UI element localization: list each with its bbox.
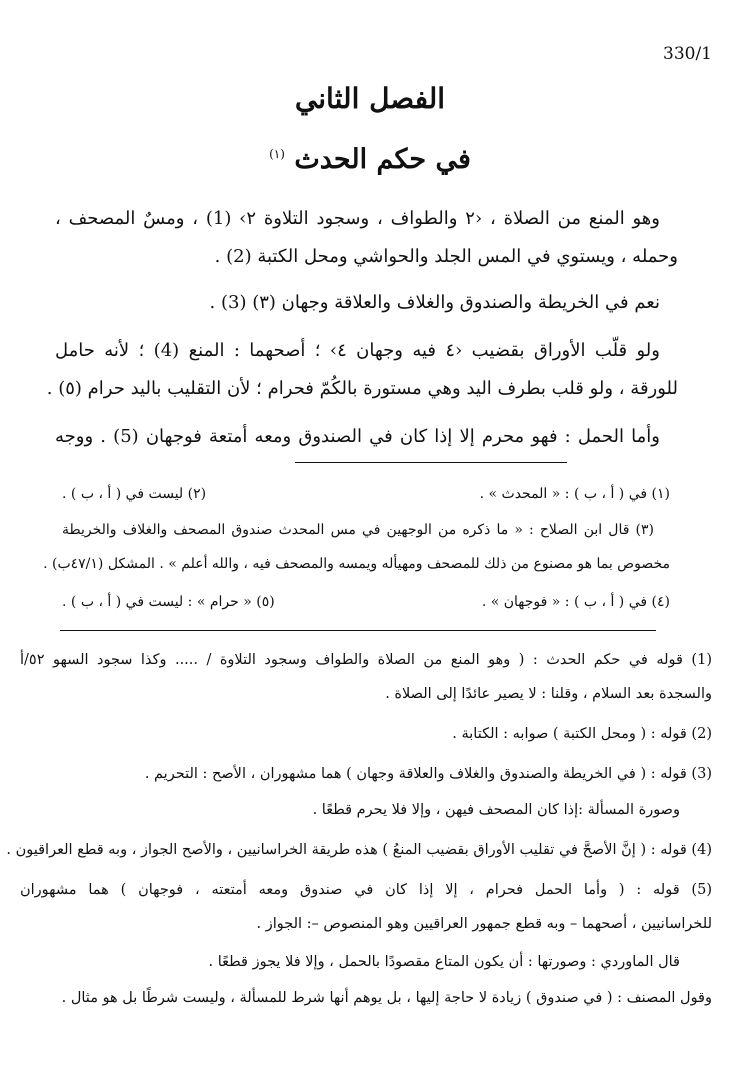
main-text-line: وأما الحمل : فهو محرم إلا إذا كان في الصندوق ومعه أمتعة فوجهان (5) . ووجه bbox=[55, 426, 660, 447]
chapter-title: الفصل الثاني bbox=[294, 82, 446, 115]
editor-footnote: مخصوص بما هو مصنوع من ذلك للمصحف ومهيأله ويمسه والمصحف فيه ، والله أعلم » . المشكل (٤٧/١ب) . bbox=[43, 556, 670, 572]
editor-footnote: (٥) « حرام » : ليست في ( أ ، ب ) . bbox=[62, 594, 275, 610]
chapter-subtitle-text: في حكم الحدث bbox=[294, 144, 471, 175]
editor-footnote-row bbox=[62, 486, 670, 502]
commentary-line: (1) قوله في حكم الحدث : ( وهو المنع من الصلاة والطواف وسجود التلاوة / ..... وكذا سجود السهو ٥٢/أ bbox=[20, 652, 712, 668]
main-text-line: للورقة ، ولو قلب بطرف اليد وهي مستورة بالكُمّ فحرام ؛ لأن التقليب باليد حرام (٥) . bbox=[46, 378, 678, 399]
editor-footnote: (١) في ( أ ، ب ) : « المحدث » . bbox=[479, 486, 670, 502]
commentary-line: (5) قوله : ( وأما الحمل فحرام ، إلا إذا كان في صندوق ومعه أمتعته ، فوجهان ) هما مشهوران bbox=[20, 882, 712, 898]
commentary-line: والسجدة بعد السلام ، وقلنا : لا يصير عائدًا إلى الصلاة . bbox=[385, 686, 712, 702]
commentary-line: وقول المصنف : ( في صندوق ) زيادة لا حاجة إليها ، بل يوهم أنها شرط للمسألة ، وليست شرطًا بل هو مثال . bbox=[61, 990, 712, 1006]
commentary-line: (3) قوله : ( في الخريطة والصندوق والغلاف والعلاقة وجهان ) هما مشهوران ، الأصح : التحريم . bbox=[144, 766, 712, 782]
editor-footnote: (٣) قال ابن الصلاح : « ما ذكره من الوجهين في مس المحدث صندوق المصحف والغلاف والخريطة bbox=[62, 522, 654, 538]
footnote-divider bbox=[60, 630, 656, 631]
main-text-line: وحمله ، ويستوي في المس الجلد والحواشي ومحل الكتبة (2) . bbox=[214, 246, 678, 267]
main-text-line: نعم في الخريطة والصندوق والغلاف والعلاقة وجهان (٣) (3) . bbox=[209, 292, 660, 313]
page-number: 330/1 bbox=[663, 44, 712, 64]
main-text-line: وهو المنع من الصلاة ، ‹٢ والطواف ، وسجود التلاوة ٢› (1) ، ومسٌ المصحف ، bbox=[55, 208, 660, 229]
commentary-line: (4) قوله : ( إنَّ الأصحَّ في تقليب الأوراق بقضيب المنعُ ) هذه طريقة الخراسانيين ، والأصح الجواز ، وبه قطع العراقيون . bbox=[6, 842, 712, 858]
text-underline bbox=[295, 462, 567, 463]
commentary-line: قال الماوردي : وصورتها : أن يكون المتاع مقصودًا بالحمل ، وإلا فلا يجوز قطعًا . bbox=[208, 954, 680, 970]
commentary-line: وصورة المسألة :إذا كان المصحف فيهن ، وإلا فلا يحرم قطعًا . bbox=[312, 802, 680, 818]
commentary-line: للخراسانيين ، أصحهما – وبه قطع جمهور العراقيين وهو المنصوص –: الجواز . bbox=[256, 916, 712, 932]
editor-footnote: (٢) ليست في ( أ ، ب ) . bbox=[62, 486, 207, 502]
commentary-line: (2) قوله : ( ومحل الكتبة ) صوابه : الكتابة . bbox=[452, 726, 712, 742]
editor-footnote: (٤) في ( أ ، ب ) : « فوجهان » . bbox=[481, 594, 670, 610]
chapter-subtitle bbox=[0, 144, 740, 175]
main-text-line: ولو قلّب الأوراق بقضيب ‹٤ فيه وجهان ٤› ؛ أصحهما : المنع (4) ؛ لأنه حامل bbox=[55, 340, 660, 361]
chapter-subtitle-note: (١) bbox=[269, 147, 285, 161]
editor-footnote-row bbox=[62, 594, 670, 610]
